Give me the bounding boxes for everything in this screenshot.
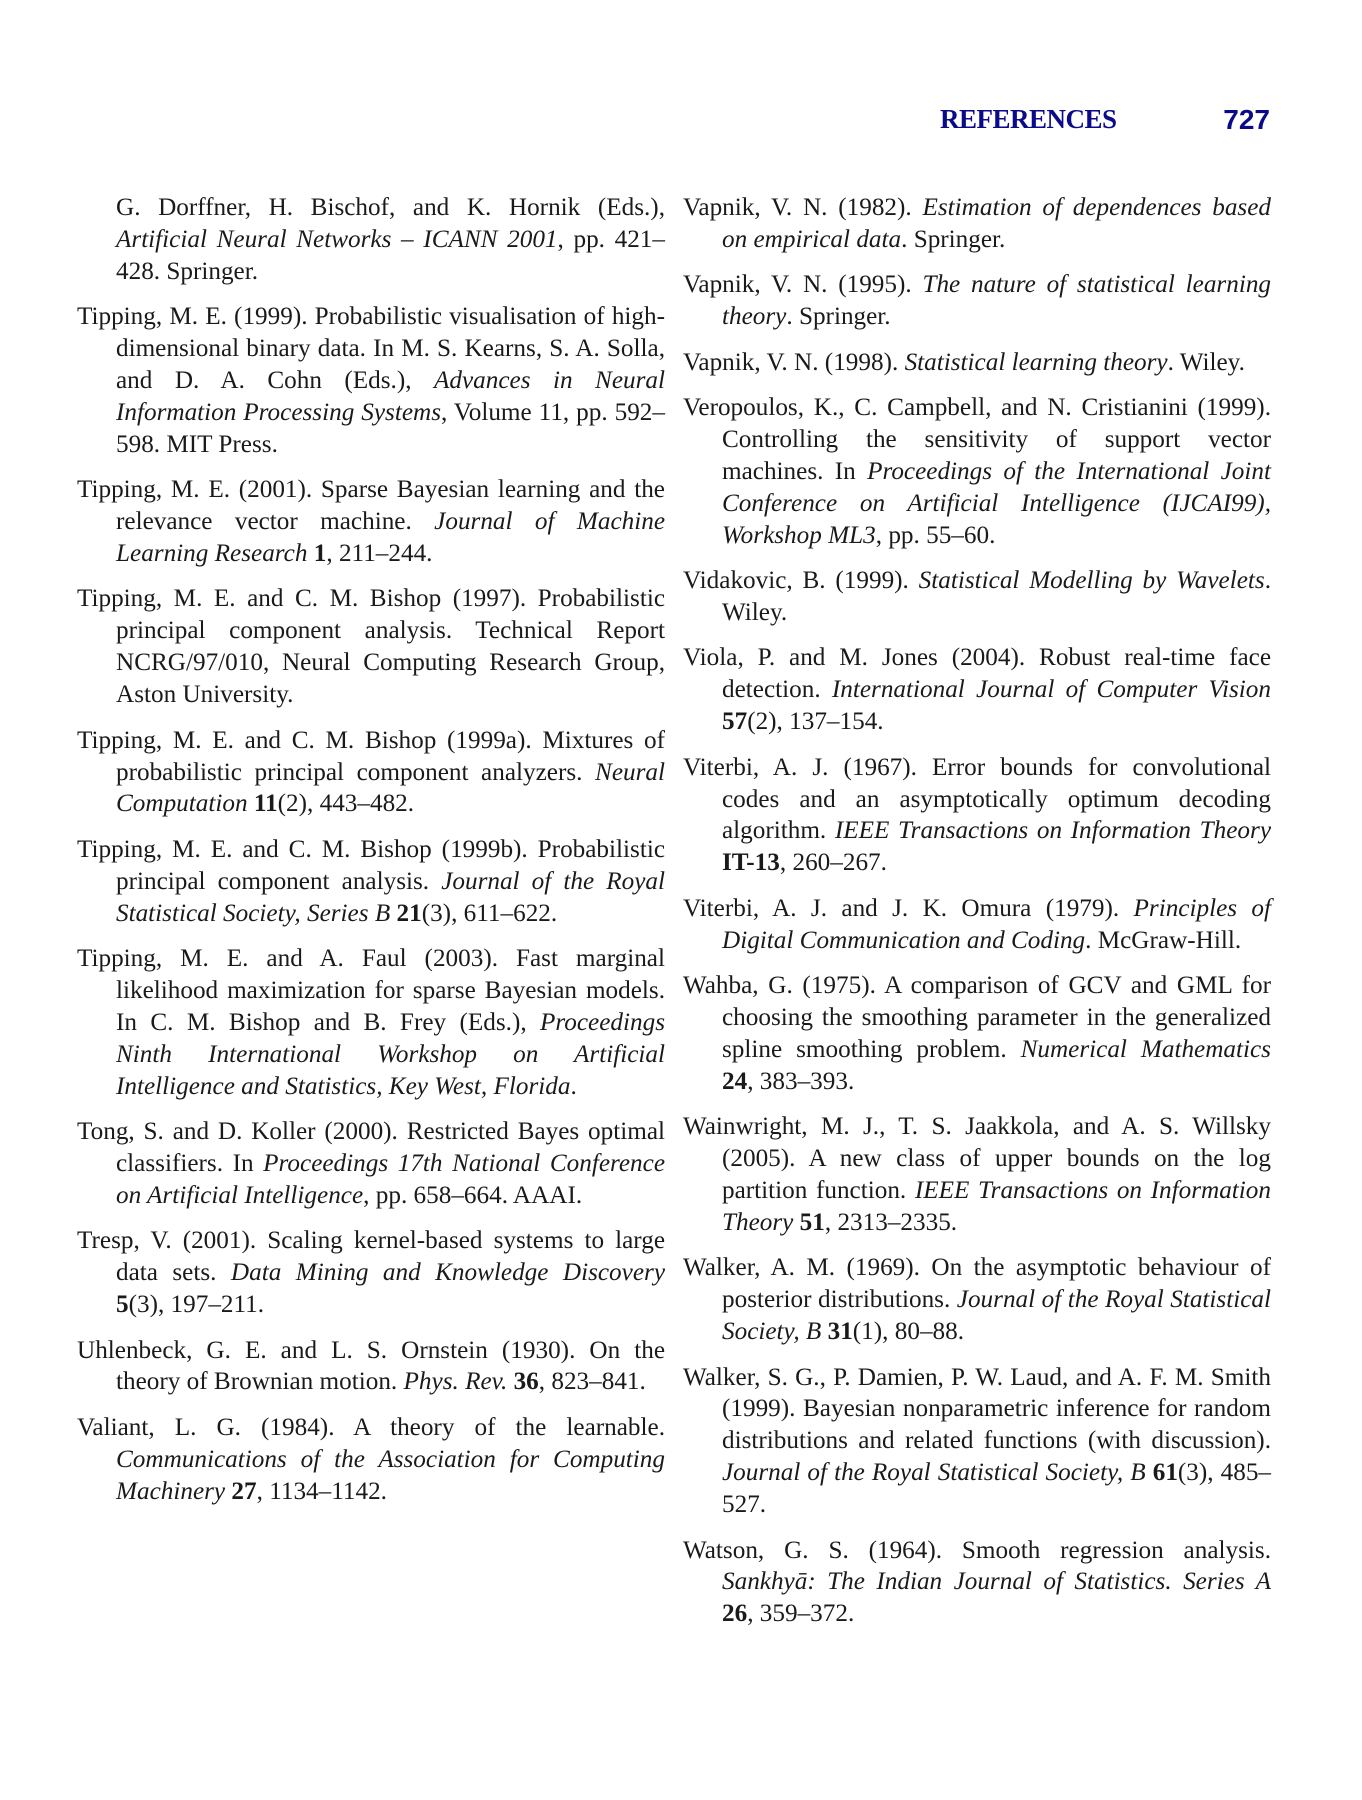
reference-text: Uhlenbeck, G. E. and L. S. Ornstein (1930). On the theory of Brownian motion.	[77, 1336, 665, 1396]
reference-entry	[683, 893, 1271, 957]
reference-title: Advances in Neural Information Processing Systems	[116, 367, 665, 426]
reference-text: Vapnik, V. N. (1982).	[683, 194, 923, 221]
reference-text: Watson, G. S. (1964). Smooth regression analysis.	[683, 1536, 1271, 1564]
reference-text: Tresp, V. (2001). Scaling kernel-based systems to large data sets.	[77, 1227, 665, 1287]
reference-text: . Wiley.	[722, 567, 1272, 626]
reference-text: Wainwright, M. J., T. S. Jaakkola, and A. S. Willsky (2005). A new class of upper bounds on the log partition function.	[683, 1113, 1271, 1204]
reference-text: , 359–372.	[747, 1600, 855, 1628]
reference-entry	[77, 474, 665, 570]
reference-entry	[683, 970, 1271, 1098]
reference-title: Statistical Modelling by Wavelets	[918, 567, 1265, 595]
reference-text: , 823–841.	[538, 1368, 646, 1396]
reference-entry	[77, 583, 665, 711]
reference-title: Proceedings of the International Joint Conference on Artificial Intelligence (IJCAI99), Workshop ML3	[722, 457, 1271, 549]
reference-entry	[77, 301, 665, 461]
reference-text	[1146, 1459, 1153, 1486]
reference-text: Tipping, M. E. and A. Faul (2003). Fast marginal likelihood maximization for sparse Bayesian models. In C. M. Bishop and B. Frey (Eds.),	[77, 945, 665, 1036]
reference-title: Journal of Machine Learning Research	[116, 508, 665, 568]
reference-text: . Springer.	[786, 303, 891, 331]
reference-text: . Springer.	[901, 225, 1006, 253]
reference-text: Wahba, G. (1975). A comparison of GCV and GML for choosing the smoothing parameter in the generalized spline smoothing problem.	[683, 972, 1271, 1063]
reference-title: The nature of statistical learning theory	[722, 271, 1272, 331]
page-number: 727	[1223, 104, 1270, 135]
reference-volume: 57	[722, 708, 748, 736]
reference-entry	[683, 1111, 1271, 1239]
reference-text: Viola, P. and M. Jones (2004). Robust real-time face detection.	[683, 644, 1271, 704]
reference-text: , 2313–2335.	[824, 1208, 958, 1236]
running-header	[940, 104, 1270, 144]
reference-volume: 1	[313, 540, 327, 568]
reference-volume: 21	[396, 899, 422, 927]
reference-volume: IT-13	[722, 849, 780, 877]
reference-entry	[77, 1335, 665, 1399]
reference-volume: 27	[231, 1477, 257, 1505]
reference-text: (3), 611–622.	[421, 899, 558, 927]
left-column	[77, 192, 665, 1521]
reference-title: Phys. Rev.	[403, 1368, 508, 1396]
reference-volume: 11	[253, 790, 278, 818]
reference-volume: 5	[116, 1291, 129, 1319]
reference-title: Journal of the Royal Statistical Society, B	[722, 1286, 1271, 1346]
reference-title: Artificial Neural Networks – ICANN 2001	[116, 225, 558, 253]
reference-text: , 383–393.	[747, 1067, 855, 1095]
reference-title: Numerical Mathematics	[1020, 1035, 1271, 1063]
reference-entry	[683, 1535, 1271, 1631]
reference-title: Proceedings 17th National Conference on Artificial Intelligence	[116, 1149, 666, 1209]
reference-text: , pp. 55–60.	[875, 521, 996, 549]
reference-text: Tipping, M. E. and C. M. Bishop (1997). Probabilistic principal component analysis. Technical Report NCRG/97/010, Neural Computing Research Group, Aston University.	[77, 585, 665, 709]
reference-text: Tipping, M. E. (2001). Sparse Bayesian learning and the relevance vector machine.	[77, 476, 665, 536]
reference-text: . McGraw-Hill.	[1085, 926, 1242, 954]
reference-entry	[683, 752, 1271, 880]
reference-text: Tipping, M. E. and C. M. Bishop (1999b). Probabilistic principal component analysis.	[77, 835, 665, 895]
reference-text: (2), 137–154.	[747, 708, 884, 736]
reference-entry	[683, 1252, 1271, 1348]
reference-entry	[77, 725, 665, 821]
reference-volume: 36	[513, 1368, 539, 1396]
section-title: REFERENCES	[940, 104, 1117, 134]
reference-text: Vapnik, V. N. (1998).	[683, 348, 905, 376]
reference-entry	[77, 1412, 665, 1508]
reference-title: International Journal of Computer Vision	[831, 676, 1271, 704]
reference-title: Journal of the Royal Statistical Society, B	[722, 1459, 1146, 1487]
reference-text: , Volume 11, pp. 592–598. MIT Press.	[116, 398, 665, 458]
reference-text: , 260–267.	[779, 849, 887, 877]
reference-entry	[683, 1362, 1271, 1522]
reference-title: Statistical learning theory	[904, 348, 1168, 376]
reference-text: Vapnik, V. N. (1995).	[683, 271, 923, 299]
reference-text: Viterbi, A. J. (1967). Error bounds for convolutional codes and an asymptotically optimum decoding algorithm.	[683, 753, 1271, 845]
reference-text: (2), 443–482.	[277, 790, 415, 818]
reference-entry	[77, 1225, 665, 1321]
reference-title: Proceedings Ninth International Workshop on Artificial Intelligence and Statistics, Key West, Florida	[116, 1008, 665, 1100]
reference-volume: 24	[722, 1067, 748, 1095]
reference-text: Walker, S. G., P. Damien, P. W. Laud, and A. F. M. Smith (1999). Bayesian nonparametric inference for random distributions and related functions (with discussion).	[683, 1363, 1271, 1455]
reference-entry	[683, 642, 1271, 738]
reference-entry	[683, 347, 1271, 379]
reference-title: Sankhyā: The Indian Journal of Statistics. Series A	[722, 1568, 1271, 1596]
reference-entry	[683, 392, 1271, 552]
right-column	[683, 192, 1271, 1644]
reference-text: Tipping, M. E. (1999). Probabilistic visualisation of high-dimensional binary data. In M. S. Kearns, S. A. Solla, and D. A. Cohn (Eds.),	[77, 303, 665, 395]
reference-title: IEEE Transactions on Information Theory	[834, 817, 1271, 845]
reference-text: (3), 485–527.	[722, 1459, 1272, 1519]
reference-volume: 26	[722, 1600, 748, 1628]
reference-text: Veropoulos, K., C. Campbell, and N. Cristianini (1999). Controlling the sensitivity of support vector machines. In	[683, 394, 1271, 485]
reference-text: Vidakovic, B. (1999).	[683, 567, 919, 595]
reference-entry	[683, 565, 1271, 629]
reference-entry	[77, 834, 665, 930]
reference-title: Journal of the Royal Statistical Society, Series B	[116, 867, 665, 927]
reference-text: Tipping, M. E. and C. M. Bishop (1999a). Mixtures of probabilistic principal component analyzers.	[77, 726, 665, 786]
reference-title: Neural Computation	[116, 758, 665, 818]
reference-text: , pp. 421–428. Springer.	[116, 225, 665, 285]
reference-text: Viterbi, A. J. and J. K. Omura (1979).	[683, 894, 1134, 922]
reference-title: Principles of Digital Communication and Coding	[722, 894, 1271, 954]
reference-volume: 61	[1152, 1459, 1178, 1487]
reference-text: , pp. 658–664. AAAI.	[363, 1181, 583, 1209]
reference-title: Estimation of dependences based on empirical data	[722, 194, 1271, 253]
reference-text: , 211–244.	[326, 540, 433, 568]
reference-entry	[77, 943, 665, 1103]
reference-entry	[77, 192, 665, 288]
reference-entry	[683, 269, 1271, 333]
reference-text: .	[570, 1072, 577, 1100]
reference-volume: 31	[827, 1318, 853, 1346]
reference-text: . Wiley.	[1167, 348, 1245, 376]
reference-text: G. Dorffner, H. Bischof, and K. Hornik (Eds.),	[116, 194, 665, 221]
reference-text: (3), 197–211.	[128, 1291, 265, 1319]
reference-text: , 1134–1142.	[256, 1477, 387, 1505]
reference-title: Communications of the Association for Computing Machinery	[116, 1445, 665, 1505]
reference-title: Data Mining and Knowledge Discovery	[230, 1259, 665, 1287]
reference-text: Tong, S. and D. Koller (2000). Restricted Bayes optimal classifiers. In	[77, 1118, 665, 1177]
reference-title: IEEE Transactions on Information Theory	[722, 1176, 1271, 1236]
reference-text: (1), 80–88.	[852, 1318, 965, 1346]
reference-text: Valiant, L. G. (1984). A theory of the learnable.	[77, 1413, 665, 1441]
reference-volume: 51	[799, 1208, 825, 1236]
reference-entry	[683, 192, 1271, 256]
reference-entry	[77, 1116, 665, 1212]
reference-text: Walker, A. M. (1969). On the asymptotic behaviour of posterior distributions.	[683, 1254, 1271, 1314]
